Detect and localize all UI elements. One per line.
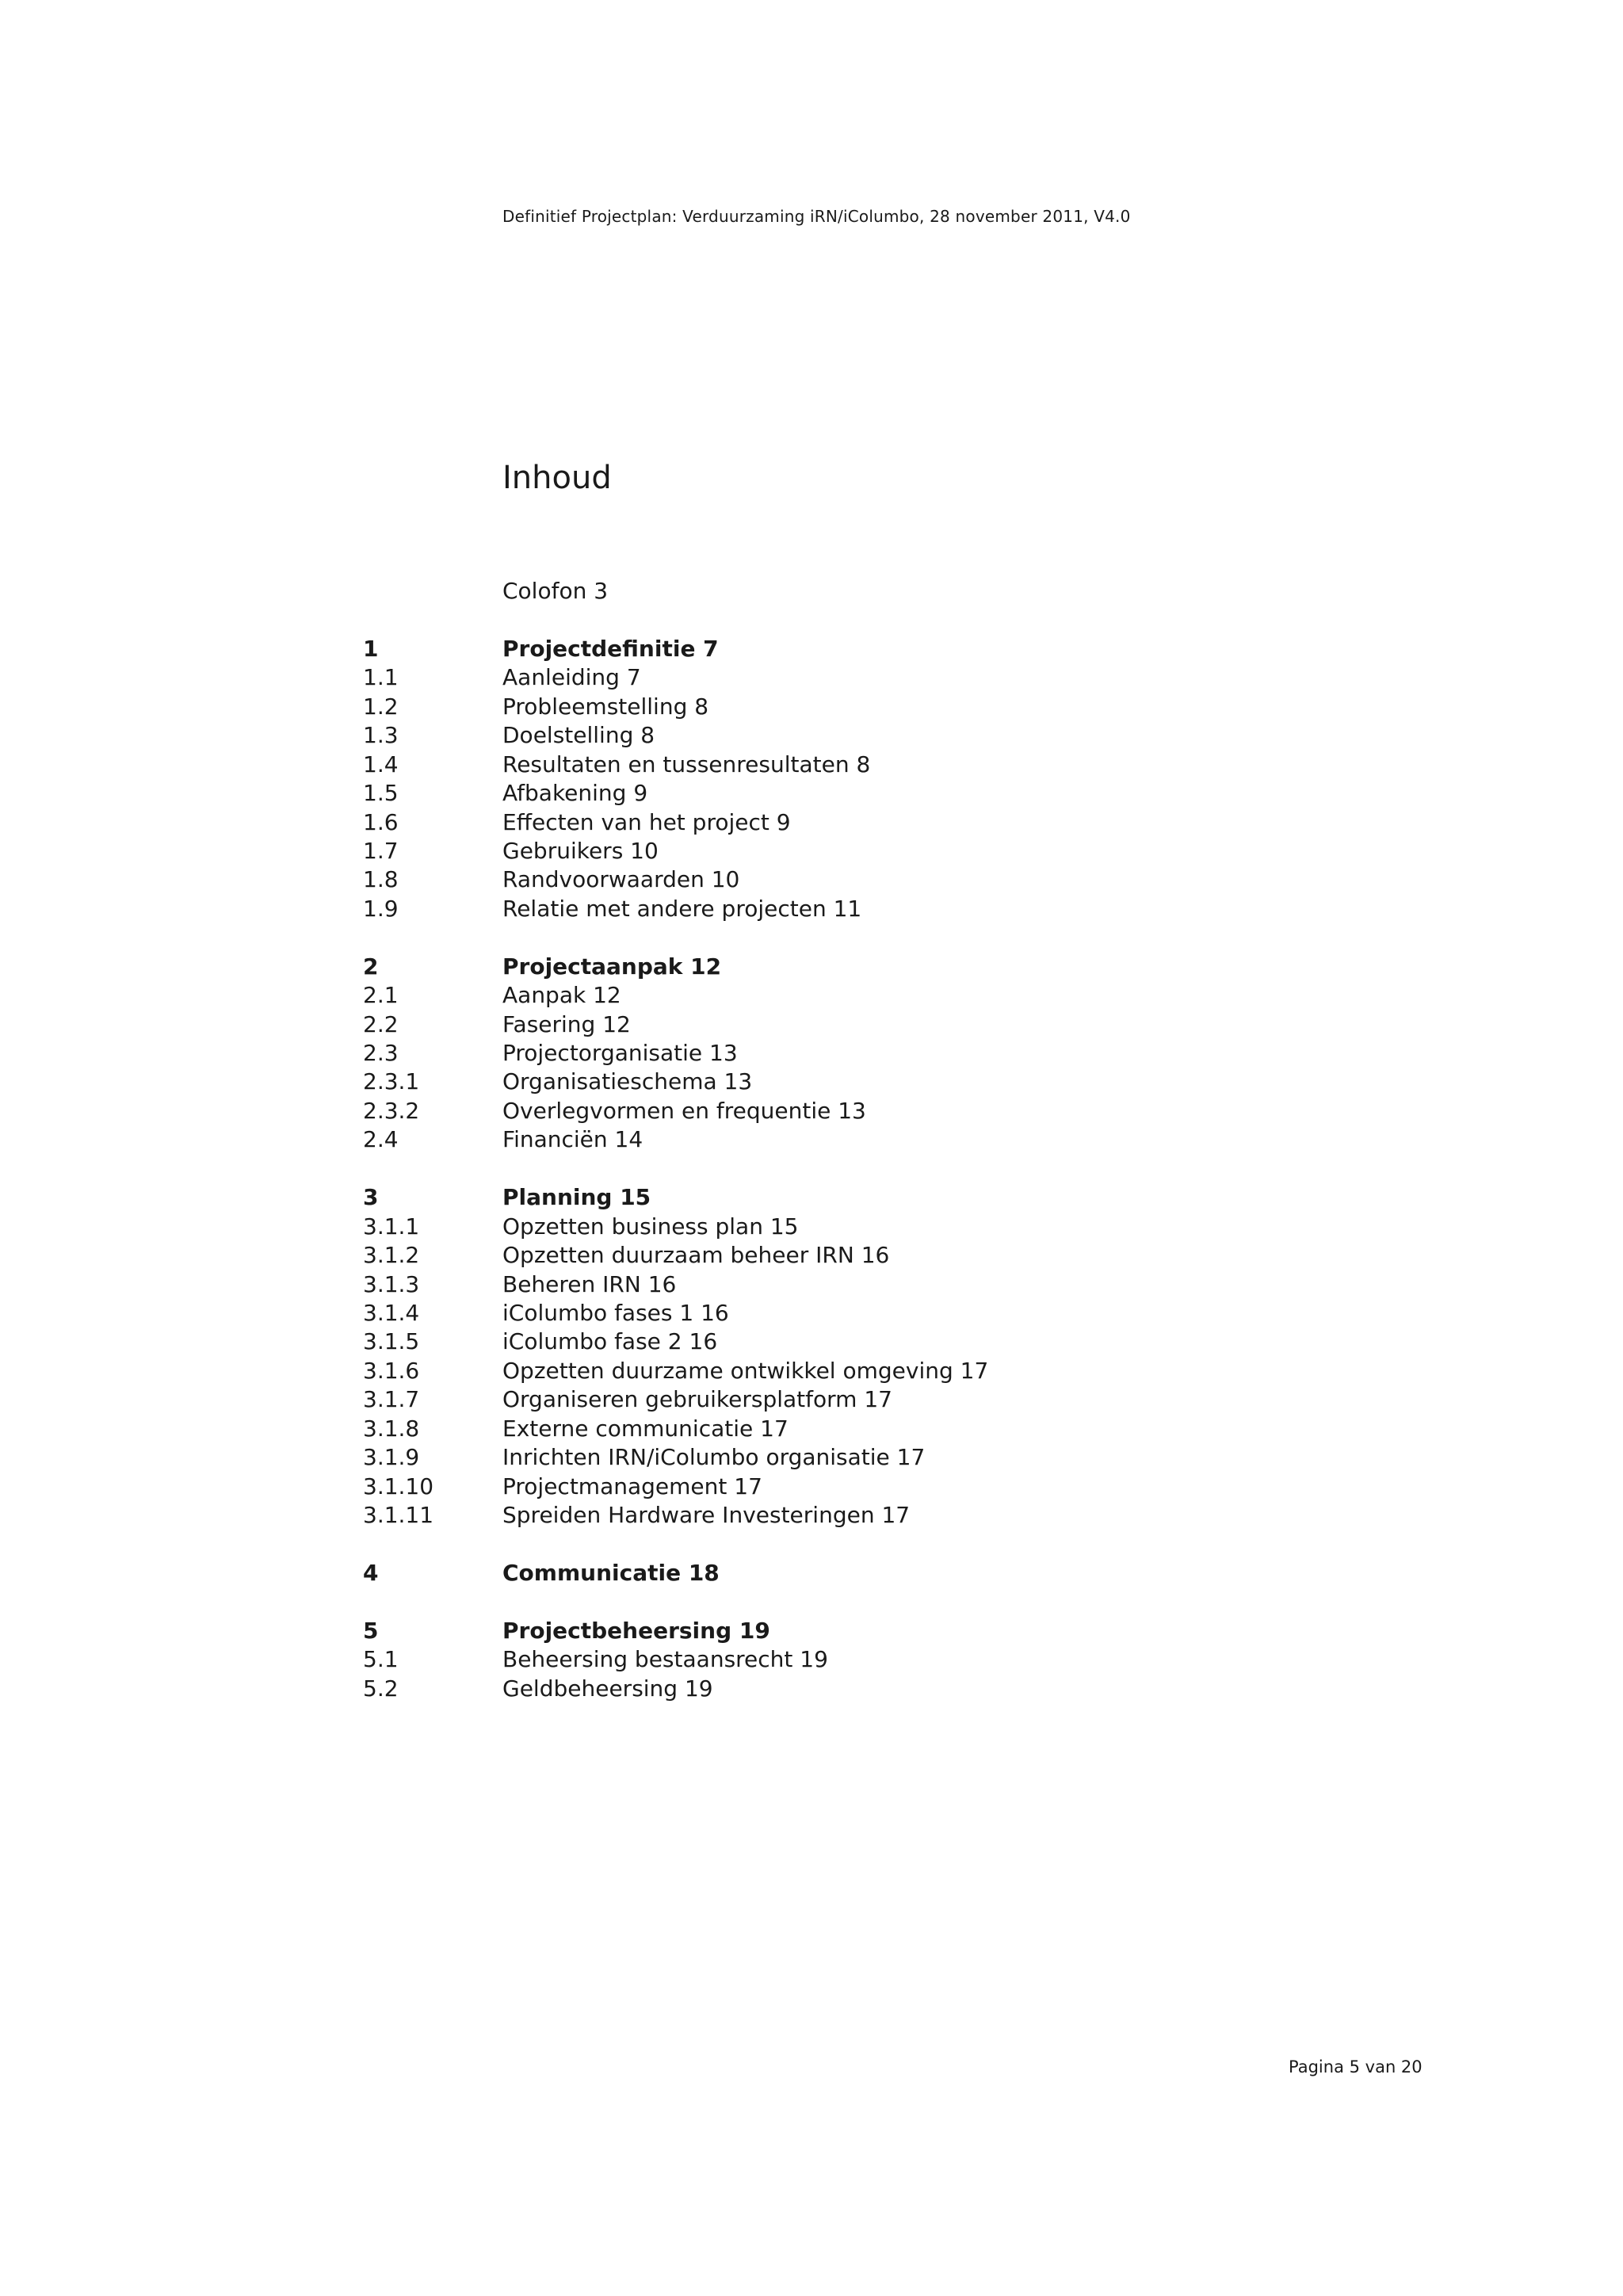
- toc-row[interactable]: [0, 865, 1623, 894]
- toc-number: 1.6: [363, 808, 399, 835]
- toc-row[interactable]: [0, 693, 1623, 721]
- toc-row[interactable]: [0, 1675, 1623, 1703]
- toc-number: 3.1.4: [363, 1299, 420, 1326]
- toc-row[interactable]: [0, 1299, 1623, 1328]
- table-of-contents: [0, 577, 1623, 1703]
- toc-number: 3.1.9: [363, 1444, 420, 1471]
- toc-row[interactable]: [0, 663, 1623, 692]
- toc-number: 1.7: [363, 837, 399, 864]
- toc-row[interactable]: [0, 1010, 1623, 1039]
- toc-number: 5: [363, 1617, 379, 1644]
- toc-number: 3.1.10: [363, 1473, 434, 1499]
- toc-row[interactable]: [0, 895, 1623, 923]
- toc-number: 2.3: [363, 1040, 399, 1066]
- page-number: Pagina 5 van 20: [1289, 2057, 1423, 2076]
- toc-number: 2.2: [363, 1010, 399, 1037]
- toc-title: iColumbo fase 2 16: [502, 1328, 718, 1355]
- toc-row[interactable]: [0, 1039, 1623, 1068]
- toc-row[interactable]: [0, 1385, 1623, 1414]
- toc-number: 1.1: [363, 664, 399, 691]
- toc-number: 3.1.11: [363, 1502, 434, 1528]
- toc-number: 1.9: [363, 895, 399, 922]
- toc-title: Projectmanagement 17: [502, 1473, 762, 1499]
- toc-row[interactable]: [0, 837, 1623, 865]
- toc-chapter-row[interactable]: [0, 953, 1623, 981]
- toc-title: Opzetten duurzame ontwikkel omgeving 17: [502, 1357, 989, 1384]
- toc-number: 1.8: [363, 866, 399, 893]
- toc-title: Geldbeheersing 19: [502, 1675, 713, 1702]
- toc-title: Projectorganisatie 13: [502, 1040, 738, 1066]
- toc-row[interactable]: [0, 779, 1623, 808]
- toc-row[interactable]: [0, 751, 1623, 779]
- toc-title: Resultaten en tussenresultaten 8: [502, 751, 871, 777]
- toc-row[interactable]: [0, 1501, 1623, 1530]
- toc-title: Aanleiding 7: [502, 664, 641, 691]
- toc-number: 3.1.8: [363, 1415, 420, 1442]
- toc-chapter-row[interactable]: [0, 635, 1623, 663]
- toc-number: 3.1.2: [363, 1242, 420, 1269]
- toc-number: 1.2: [363, 693, 399, 720]
- toc-title: Relatie met andere projecten 11: [502, 895, 862, 922]
- toc-row[interactable]: [0, 1270, 1623, 1299]
- toc-number: 2.4: [363, 1126, 399, 1153]
- toc-number: 3.1.1: [363, 1213, 420, 1240]
- toc-row[interactable]: [0, 1213, 1623, 1241]
- toc-row[interactable]: [0, 577, 1623, 606]
- toc-row[interactable]: [0, 1125, 1623, 1154]
- toc-row[interactable]: [0, 1443, 1623, 1472]
- toc-title: Gebruikers 10: [502, 837, 659, 864]
- toc-title: Financiën 14: [502, 1126, 643, 1153]
- toc-row[interactable]: [0, 1357, 1623, 1385]
- toc-number: 5.2: [363, 1675, 399, 1702]
- toc-number: 3.1.7: [363, 1386, 420, 1413]
- toc-title: Projectaanpak 12: [502, 953, 722, 980]
- toc-title: Overlegvormen en frequentie 13: [502, 1097, 866, 1124]
- toc-number: 5.1: [363, 1646, 399, 1673]
- toc-chapter-row[interactable]: [0, 1183, 1623, 1212]
- toc-number: 1.4: [363, 751, 399, 777]
- toc-number: 2.3.1: [363, 1068, 420, 1095]
- toc-title: Organisatieschema 13: [502, 1068, 753, 1095]
- toc-title: Afbakening 9: [502, 780, 648, 807]
- toc-row[interactable]: [0, 1473, 1623, 1501]
- toc-row[interactable]: [0, 721, 1623, 750]
- running-header: Definitief Projectplan: Verduurzaming iRN/iColumbo, 28 november 2011, V4.0: [502, 207, 1131, 226]
- toc-number: 1.3: [363, 722, 399, 749]
- toc-title: Opzetten business plan 15: [502, 1213, 799, 1240]
- toc-title: Fasering 12: [502, 1010, 631, 1037]
- toc-row[interactable]: [0, 1068, 1623, 1096]
- toc-chapter-row[interactable]: [0, 1617, 1623, 1645]
- toc-title: Beheersing bestaansrecht 19: [502, 1646, 828, 1673]
- toc-row[interactable]: [0, 1328, 1623, 1356]
- toc-number: 4: [363, 1559, 379, 1586]
- toc-number: 1: [363, 635, 379, 662]
- toc-title: Inrichten IRN/iColumbo organisatie 17: [502, 1444, 926, 1471]
- toc-row[interactable]: [0, 1645, 1623, 1674]
- toc-title: Probleemstelling 8: [502, 693, 709, 720]
- toc-title: Organiseren gebruikersplatform 17: [502, 1386, 892, 1413]
- toc-title: Randvoorwaarden 10: [502, 866, 740, 893]
- toc-number: 3.1.5: [363, 1328, 420, 1355]
- toc-row[interactable]: [0, 1415, 1623, 1443]
- toc-title: Doelstelling 8: [502, 722, 655, 749]
- toc-title: Colofon 3: [502, 578, 609, 604]
- toc-row[interactable]: [0, 1097, 1623, 1125]
- toc-number: 3.1.3: [363, 1270, 420, 1297]
- toc-number: 3.1.6: [363, 1357, 420, 1384]
- toc-title: Planning 15: [502, 1184, 651, 1211]
- toc-row[interactable]: [0, 1241, 1623, 1270]
- toc-chapter-row[interactable]: [0, 1559, 1623, 1587]
- toc-title: Opzetten duurzaam beheer IRN 16: [502, 1242, 890, 1269]
- toc-number: 2.3.2: [363, 1097, 420, 1124]
- toc-title: iColumbo fases 1 16: [502, 1299, 729, 1326]
- toc-title: Externe communicatie 17: [502, 1415, 789, 1442]
- toc-title: Beheren IRN 16: [502, 1270, 677, 1297]
- toc-title: Effecten van het project 9: [502, 808, 791, 835]
- toc-row[interactable]: [0, 981, 1623, 1010]
- toc-title: Projectdefinitie 7: [502, 635, 719, 662]
- page-title: Inhoud: [502, 460, 612, 496]
- toc-number: 3: [363, 1184, 379, 1211]
- toc-title: Aanpak 12: [502, 982, 621, 1009]
- toc-row[interactable]: [0, 808, 1623, 837]
- toc-title: Projectbeheersing 19: [502, 1617, 770, 1644]
- toc-number: 1.5: [363, 780, 399, 807]
- toc-title: Communicatie 18: [502, 1559, 720, 1586]
- toc-number: 2.1: [363, 982, 399, 1009]
- toc-title: Spreiden Hardware Investeringen 17: [502, 1502, 911, 1528]
- toc-number: 2: [363, 953, 379, 980]
